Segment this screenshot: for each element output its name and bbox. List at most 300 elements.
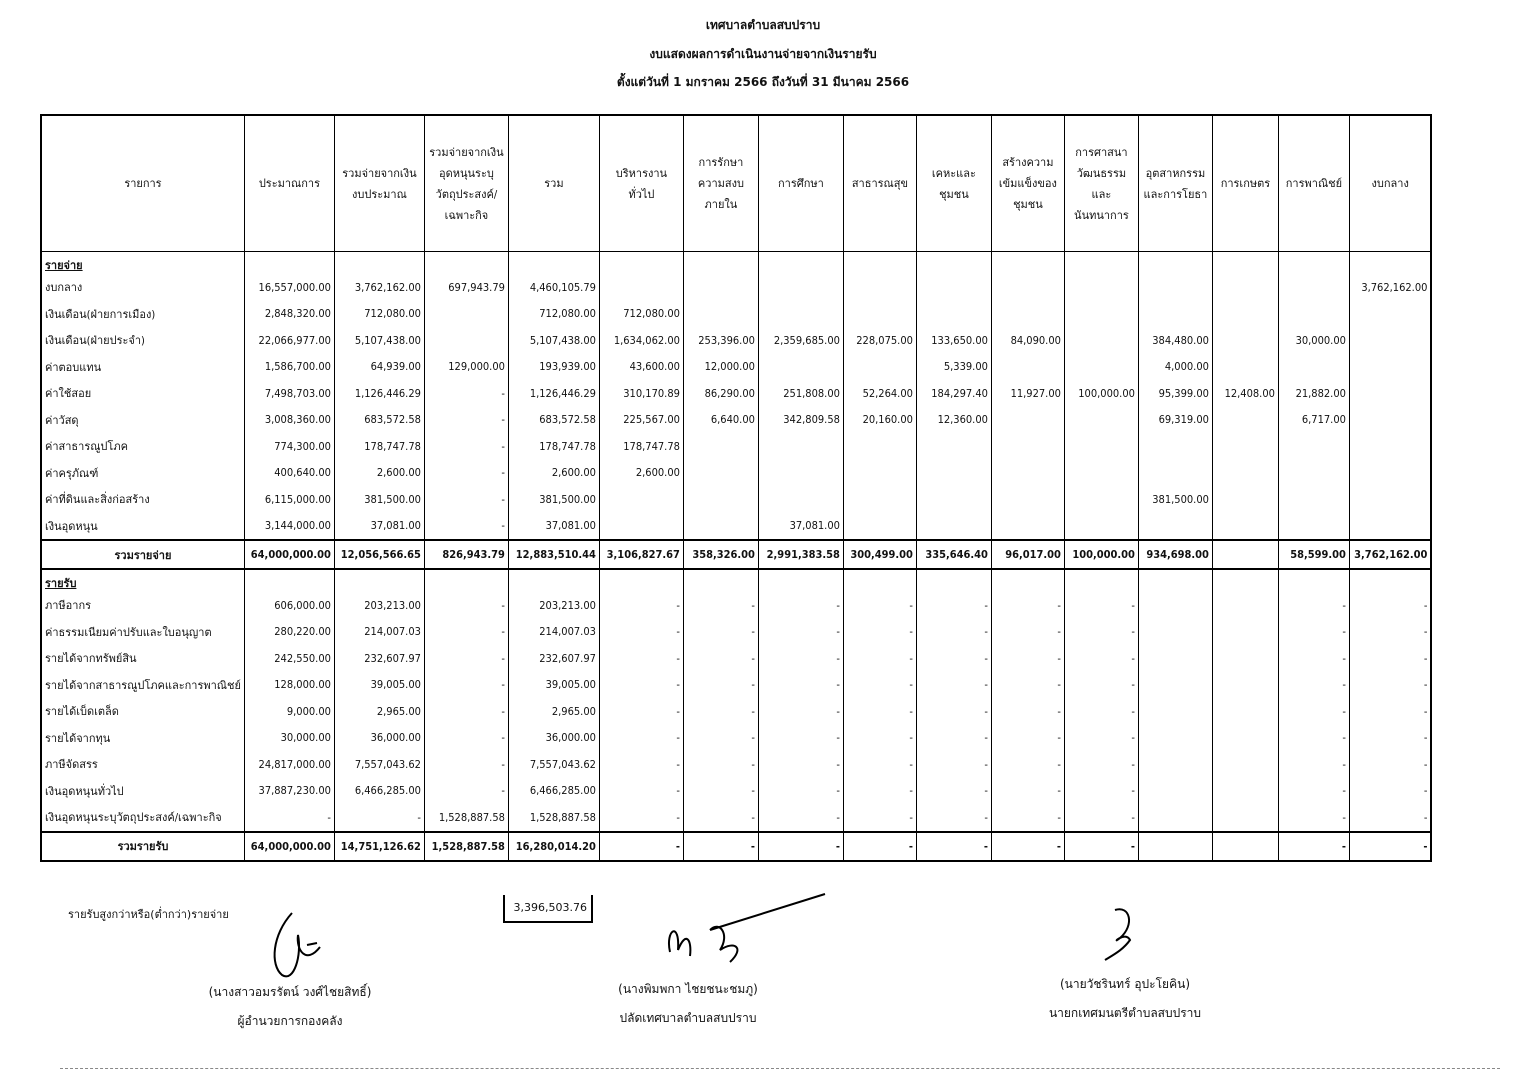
table-cell: -: [1278, 698, 1349, 725]
table-cell: 683,572.58: [508, 407, 599, 434]
table-cell: [1349, 354, 1431, 381]
table-cell: 84,090.00: [991, 327, 1064, 354]
table-cell: 712,080.00: [334, 301, 424, 328]
signature-scribble-1: [262, 905, 332, 985]
table-cell: 14,751,126.62: [334, 832, 424, 861]
table-cell: 64,000,000.00: [244, 540, 334, 569]
table-cell: 39,005.00: [508, 672, 599, 699]
table-cell: [1138, 252, 1212, 275]
table-cell: -: [1349, 645, 1431, 672]
table-cell: 6,466,285.00: [508, 778, 599, 805]
signatory-position: ปลัดเทศบาลตำบลสบปราบ: [619, 1011, 757, 1025]
org-name: เทศบาลตำบลสบปราบ: [705, 18, 821, 32]
signature-block-1: [190, 983, 390, 1031]
row-label: ค่าวัสดุ: [41, 407, 244, 434]
table-cell: -: [991, 751, 1064, 778]
table-cell: 133,650.00: [916, 327, 991, 354]
table-cell: 12,408.00: [1212, 380, 1278, 407]
table-cell: [758, 486, 843, 513]
table-cell: [843, 460, 916, 487]
table-cell: [843, 274, 916, 301]
table-cell: 1,634,062.00: [599, 327, 683, 354]
table-cell: [599, 274, 683, 301]
column-header: การศึกษา: [758, 115, 843, 252]
table-cell: 1,528,887.58: [508, 804, 599, 832]
column-header: รวมจ่ายจากเงินอุดหนุนระบุวัตถุประสงค์/เฉพาะกิจ: [424, 115, 508, 252]
table-cell: 232,607.97: [334, 645, 424, 672]
table-cell: -: [843, 804, 916, 832]
table-cell: -: [916, 804, 991, 832]
table-cell: -: [424, 592, 508, 619]
table-cell: [1138, 592, 1212, 619]
table-cell: -: [843, 645, 916, 672]
table-cell: -: [424, 778, 508, 805]
table-cell: 30,000.00: [244, 725, 334, 752]
table-cell: [1138, 804, 1212, 832]
table-cell: -: [424, 672, 508, 699]
table-cell: -: [599, 751, 683, 778]
table-cell: -: [916, 751, 991, 778]
table-cell: [1349, 433, 1431, 460]
row-label: เงินเดือน(ฝ่ายการเมือง): [41, 301, 244, 328]
table-cell: -: [599, 725, 683, 752]
table-cell: [1349, 327, 1431, 354]
table-cell: -: [1278, 619, 1349, 646]
table-cell: -: [991, 698, 1064, 725]
table-cell: 4,000.00: [1138, 354, 1212, 381]
table-cell: 712,080.00: [599, 301, 683, 328]
table-cell: [1349, 513, 1431, 541]
table-cell: [916, 513, 991, 541]
table-cell: [916, 301, 991, 328]
table-row: [41, 513, 1431, 541]
table-cell: -: [599, 804, 683, 832]
column-header: สาธารณสุข: [843, 115, 916, 252]
table-cell: [1138, 513, 1212, 541]
table-cell: [1064, 569, 1138, 592]
table-cell: [683, 301, 758, 328]
table-cell: 2,359,685.00: [758, 327, 843, 354]
table-cell: 1,126,446.29: [334, 380, 424, 407]
table-cell: 1,126,446.29: [508, 380, 599, 407]
table-cell: -: [1278, 592, 1349, 619]
column-header: บริหารงานทั่วไป: [599, 115, 683, 252]
table-cell: [683, 274, 758, 301]
table-cell: 280,220.00: [244, 619, 334, 646]
table-cell: -: [758, 778, 843, 805]
column-header: การศาสนาวัฒนธรรมและนันทนาการ: [1064, 115, 1138, 252]
table-cell: -: [843, 751, 916, 778]
table-cell: 3,144,000.00: [244, 513, 334, 541]
table-cell: 6,115,000.00: [244, 486, 334, 513]
table-cell: [1278, 433, 1349, 460]
table-cell: [244, 569, 334, 592]
table-cell: [991, 407, 1064, 434]
table-cell: [1212, 540, 1278, 569]
table-cell: [1278, 513, 1349, 541]
table-cell: [1138, 832, 1212, 861]
table-cell: 5,107,438.00: [508, 327, 599, 354]
table-cell: [1278, 486, 1349, 513]
table-cell: [1138, 569, 1212, 592]
table-cell: [916, 252, 991, 275]
table-body: [41, 115, 1431, 861]
table-cell: 128,000.00: [244, 672, 334, 699]
table-cell: -: [424, 380, 508, 407]
table-cell: [758, 252, 843, 275]
table-cell: 712,080.00: [508, 301, 599, 328]
table-cell: 178,747.78: [334, 433, 424, 460]
table-cell: 37,081.00: [334, 513, 424, 541]
table-cell: [1064, 274, 1138, 301]
table-cell: [1212, 725, 1278, 752]
table-cell: [1064, 354, 1138, 381]
table-cell: 232,607.97: [508, 645, 599, 672]
table-cell: [683, 252, 758, 275]
table-cell: 683,572.58: [334, 407, 424, 434]
table-cell: -: [916, 698, 991, 725]
table-cell: -: [1064, 832, 1138, 861]
table-cell: [1212, 698, 1278, 725]
table-cell: 95,399.00: [1138, 380, 1212, 407]
table-cell: 100,000.00: [1064, 540, 1138, 569]
table-cell: -: [599, 698, 683, 725]
table-cell: -: [758, 804, 843, 832]
table-cell: [683, 460, 758, 487]
table-cell: 253,396.00: [683, 327, 758, 354]
table-cell: [1212, 407, 1278, 434]
table-cell: 100,000.00: [1064, 380, 1138, 407]
table-cell: 20,160.00: [843, 407, 916, 434]
column-header: เคหะและชุมชน: [916, 115, 991, 252]
table-cell: 12,360.00: [916, 407, 991, 434]
row-label: ภาษีอากร: [41, 592, 244, 619]
table-cell: [843, 569, 916, 592]
table-cell: 1,586,700.00: [244, 354, 334, 381]
report-title: งบแสดงผลการดำเนินงานจ่ายจากเงินรายรับ: [649, 47, 877, 61]
table-cell: [916, 274, 991, 301]
column-header: ประมาณการ: [244, 115, 334, 252]
signature-block-2: [588, 980, 788, 1028]
total-row: [41, 832, 1431, 861]
section-label: รายจ่าย: [41, 252, 244, 275]
table-row: [41, 672, 1431, 699]
table-cell: [334, 569, 424, 592]
table-cell: 2,600.00: [334, 460, 424, 487]
table-cell: -: [843, 778, 916, 805]
table-cell: -: [1349, 698, 1431, 725]
table-cell: -: [683, 698, 758, 725]
table-cell: 2,600.00: [599, 460, 683, 487]
table-cell: [1138, 645, 1212, 672]
table-cell: [1212, 301, 1278, 328]
table-cell: [1064, 407, 1138, 434]
table-cell: -: [758, 619, 843, 646]
table-cell: [334, 252, 424, 275]
table-cell: -: [843, 672, 916, 699]
table-cell: -: [991, 672, 1064, 699]
table-cell: -: [916, 778, 991, 805]
table-cell: 30,000.00: [1278, 327, 1349, 354]
column-header: การรักษาความสงบภายใน: [683, 115, 758, 252]
column-header: สร้างความเข้มแข็งของชุมชน: [991, 115, 1064, 252]
table-cell: 1,528,887.58: [424, 804, 508, 832]
table-cell: -: [1278, 751, 1349, 778]
table-cell: [1278, 354, 1349, 381]
table-cell: [1064, 327, 1138, 354]
table-cell: 3,762,162.00: [1349, 274, 1431, 301]
table-cell: [1278, 301, 1349, 328]
signatory-name: (นางสาวอมรรัตน์ วงศ์ไชยสิทธิ์): [208, 985, 372, 999]
financial-table: [40, 114, 1432, 862]
table-row: [41, 725, 1431, 752]
table-cell: 37,081.00: [758, 513, 843, 541]
table-cell: [916, 569, 991, 592]
section-label: รายรับ: [41, 569, 244, 592]
table-cell: [991, 569, 1064, 592]
table-cell: 178,747.78: [508, 433, 599, 460]
table-cell: -: [424, 725, 508, 752]
table-cell: [991, 354, 1064, 381]
row-label: เงินอุดหนุนทั่วไป: [41, 778, 244, 805]
table-cell: [1212, 486, 1278, 513]
table-cell: -: [843, 619, 916, 646]
table-cell: [1212, 672, 1278, 699]
table-cell: -: [843, 725, 916, 752]
table-cell: -: [991, 619, 1064, 646]
row-label: ภาษีจัดสรร: [41, 751, 244, 778]
table-cell: -: [916, 832, 991, 861]
table-cell: 697,943.79: [424, 274, 508, 301]
table-cell: 214,007.03: [334, 619, 424, 646]
table-cell: -: [1064, 804, 1138, 832]
table-cell: -: [1349, 804, 1431, 832]
signatory-position: นายกเทศมนตรีตำบลสบปราบ: [1048, 1006, 1202, 1020]
table-cell: [1278, 252, 1349, 275]
table-cell: 342,809.58: [758, 407, 843, 434]
table-cell: [1212, 433, 1278, 460]
row-label: รวมรายจ่าย: [41, 540, 244, 569]
table-cell: [1212, 327, 1278, 354]
table-cell: 5,339.00: [916, 354, 991, 381]
table-cell: [1212, 274, 1278, 301]
table-cell: 86,290.00: [683, 380, 758, 407]
table-cell: -: [843, 832, 916, 861]
table-cell: -: [1064, 619, 1138, 646]
table-cell: [843, 513, 916, 541]
table-cell: -: [424, 698, 508, 725]
table-cell: 214,007.03: [508, 619, 599, 646]
table-cell: -: [599, 645, 683, 672]
table-cell: 12,056,566.65: [334, 540, 424, 569]
table-cell: -: [991, 832, 1064, 861]
table-cell: 2,600.00: [508, 460, 599, 487]
table-cell: [1138, 778, 1212, 805]
table-cell: -: [843, 698, 916, 725]
surplus-label: รายรับสูงกว่าหรือ(ต่ำกว่า)รายจ่าย: [68, 908, 229, 921]
table-cell: 7,557,043.62: [508, 751, 599, 778]
table-cell: [1212, 354, 1278, 381]
table-cell: -: [1064, 698, 1138, 725]
total-row: [41, 540, 1431, 569]
table-cell: 251,808.00: [758, 380, 843, 407]
table-cell: [843, 433, 916, 460]
table-cell: 16,280,014.20: [508, 832, 599, 861]
table-cell: -: [599, 619, 683, 646]
table-cell: [1349, 252, 1431, 275]
table-cell: 58,599.00: [1278, 540, 1349, 569]
table-cell: -: [991, 778, 1064, 805]
table-cell: 6,717.00: [1278, 407, 1349, 434]
table-cell: [1138, 433, 1212, 460]
row-label: รายได้จากทุน: [41, 725, 244, 752]
table-cell: -: [843, 592, 916, 619]
table-row: [41, 698, 1431, 725]
section-row: [41, 569, 1431, 592]
table-cell: 39,005.00: [334, 672, 424, 699]
table-cell: [1064, 301, 1138, 328]
table-cell: 203,213.00: [334, 592, 424, 619]
table-cell: [1212, 513, 1278, 541]
table-cell: -: [1064, 778, 1138, 805]
row-label: ค่าธรรมเนียมค่าปรับและใบอนุญาต: [41, 619, 244, 646]
table-cell: -: [1349, 725, 1431, 752]
table-cell: [1138, 274, 1212, 301]
table-cell: 37,887,230.00: [244, 778, 334, 805]
table-cell: [1138, 672, 1212, 699]
table-cell: -: [1278, 725, 1349, 752]
table-cell: -: [758, 592, 843, 619]
table-cell: [843, 301, 916, 328]
table-cell: [1064, 486, 1138, 513]
table-cell: [843, 486, 916, 513]
table-cell: -: [424, 645, 508, 672]
table-cell: [991, 274, 1064, 301]
column-header: รวม: [508, 115, 599, 252]
table-cell: -: [758, 698, 843, 725]
table-cell: 7,498,703.00: [244, 380, 334, 407]
table-cell: -: [991, 592, 1064, 619]
table-cell: -: [758, 832, 843, 861]
column-header: รวมจ่ายจากเงินงบประมาณ: [334, 115, 424, 252]
table-cell: 12,883,510.44: [508, 540, 599, 569]
table-cell: -: [758, 672, 843, 699]
table-cell: 228,075.00: [843, 327, 916, 354]
row-label: รายได้เบ็ดเตล็ด: [41, 698, 244, 725]
column-header: งบกลาง: [1349, 115, 1431, 252]
table-row: [41, 380, 1431, 407]
table-cell: [1138, 460, 1212, 487]
table-cell: [683, 513, 758, 541]
table-cell: -: [424, 619, 508, 646]
table-cell: [758, 433, 843, 460]
table-cell: 384,480.00: [1138, 327, 1212, 354]
table-cell: -: [683, 592, 758, 619]
table-cell: -: [758, 751, 843, 778]
table-cell: 69,319.00: [1138, 407, 1212, 434]
table-cell: 178,747.78: [599, 433, 683, 460]
table-cell: 43,600.00: [599, 354, 683, 381]
table-cell: 12,000.00: [683, 354, 758, 381]
table-cell: 7,557,043.62: [334, 751, 424, 778]
table-cell: -: [1278, 645, 1349, 672]
table-cell: [599, 513, 683, 541]
signature-scribble-3: [1095, 900, 1145, 970]
table-cell: 358,326.00: [683, 540, 758, 569]
table-cell: [1138, 751, 1212, 778]
table-cell: [916, 433, 991, 460]
table-cell: -: [1349, 592, 1431, 619]
table-cell: 2,991,383.58: [758, 540, 843, 569]
table-cell: -: [758, 645, 843, 672]
table-cell: -: [916, 592, 991, 619]
table-cell: -: [599, 778, 683, 805]
table-cell: [1212, 592, 1278, 619]
table-row: [41, 486, 1431, 513]
table-cell: 1,528,887.58: [424, 832, 508, 861]
table-cell: 300,499.00: [843, 540, 916, 569]
table-cell: 64,000,000.00: [244, 832, 334, 861]
table-cell: [1138, 619, 1212, 646]
table-cell: 310,170.89: [599, 380, 683, 407]
table-cell: 64,939.00: [334, 354, 424, 381]
table-cell: 193,939.00: [508, 354, 599, 381]
table-cell: [683, 486, 758, 513]
table-cell: [599, 252, 683, 275]
table-cell: [916, 486, 991, 513]
table-cell: 2,848,320.00: [244, 301, 334, 328]
table-cell: [1064, 252, 1138, 275]
table-cell: 6,640.00: [683, 407, 758, 434]
table-row: [41, 354, 1431, 381]
table-cell: 3,106,827.67: [599, 540, 683, 569]
table-cell: -: [1278, 778, 1349, 805]
table-cell: [1212, 645, 1278, 672]
table-cell: 3,762,162.00: [334, 274, 424, 301]
table-header-row: [41, 115, 1431, 252]
table-cell: [424, 301, 508, 328]
table-cell: 381,500.00: [508, 486, 599, 513]
table-cell: 11,927.00: [991, 380, 1064, 407]
table-cell: 37,081.00: [508, 513, 599, 541]
table-cell: 36,000.00: [334, 725, 424, 752]
row-label: เงินอุดหนุน: [41, 513, 244, 541]
table-cell: [991, 433, 1064, 460]
table-cell: 400,640.00: [244, 460, 334, 487]
table-row: [41, 433, 1431, 460]
row-label: งบกลาง: [41, 274, 244, 301]
table-cell: 3,008,360.00: [244, 407, 334, 434]
table-cell: 203,213.00: [508, 592, 599, 619]
table-cell: [1349, 301, 1431, 328]
table-cell: 129,000.00: [424, 354, 508, 381]
table-cell: 96,017.00: [991, 540, 1064, 569]
table-cell: [1349, 569, 1431, 592]
table-cell: -: [599, 672, 683, 699]
signatory-position: ผู้อำนวยการกองคลัง: [237, 1014, 343, 1028]
table-cell: -: [683, 645, 758, 672]
table-cell: [1212, 252, 1278, 275]
table-cell: 826,943.79: [424, 540, 508, 569]
table-cell: -: [424, 751, 508, 778]
table-cell: -: [1064, 592, 1138, 619]
table-cell: 606,000.00: [244, 592, 334, 619]
table-row: [41, 460, 1431, 487]
table-cell: 4,460,105.79: [508, 274, 599, 301]
table-cell: -: [424, 407, 508, 434]
table-cell: [758, 569, 843, 592]
signatory-name: (นายวัชรินทร์ อุปะโยคิน): [1059, 977, 1190, 991]
